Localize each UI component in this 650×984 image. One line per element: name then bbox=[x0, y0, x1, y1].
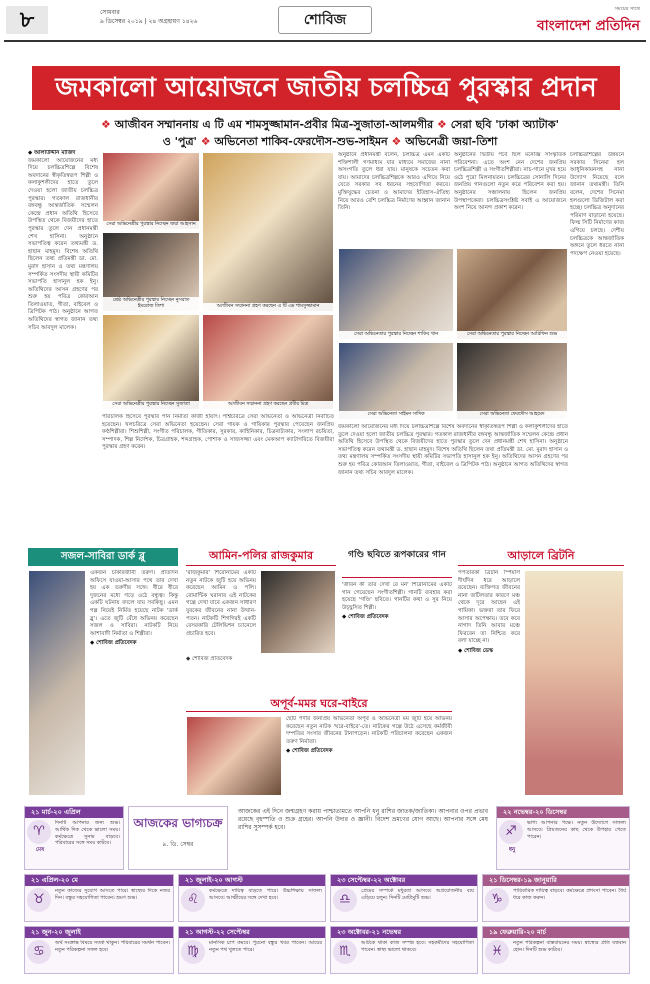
photo-caption: সেরা অভিনেতা ফেরদৌস আহমেদ bbox=[457, 411, 567, 419]
sign-range: ২১ জুন-২০ জুলাই bbox=[25, 927, 173, 938]
byline: ◆ আলাউদ্দীন মাজিদ bbox=[28, 150, 76, 156]
sign-name: ধনু bbox=[508, 847, 516, 853]
sign-range: ২২ নভেম্বর-২০ ডিসেম্বর bbox=[497, 807, 629, 818]
feature-title-2: আমিন-পলির রাজকুমার bbox=[186, 548, 336, 566]
feature-photo bbox=[186, 716, 282, 796]
horoscope-virgo bbox=[178, 926, 326, 974]
virgo-icon: ♍ bbox=[181, 940, 205, 964]
horoscope-cancer bbox=[24, 926, 174, 974]
section-title: শোবিজ bbox=[278, 6, 372, 34]
lead-column-3 bbox=[338, 152, 450, 246]
horoscope-section bbox=[24, 806, 630, 976]
sign-text: পারিবারিক দায়িত্ব বাড়বে। কর্মক্ষেত্রে প্রশংসা পাবেন। ধৈর্য ধরে কাজ করুন। bbox=[513, 888, 626, 901]
horoscope-aries bbox=[24, 806, 124, 870]
lead-column-2 bbox=[102, 414, 334, 518]
feature-text-5 bbox=[458, 570, 520, 796]
horoscope-title: আজকের ভাগ্যচক্র bbox=[133, 816, 223, 830]
horoscope-intro: আজকের এই দিনে জন্মগ্রহণ করায় পাশ্চাত্যমতে আপনি ধনু রাশির জাতক/জাতিকা। আপনার ওপর প্রভাব রয়েছে বৃহস্পতি ও শুক্র গ্রহের। আপনি উদার ও জ্ঞানী। বিদেশ ভ্রমণের যোগ আছে। আপনার সঙ্গে মেষ রাশির সুসম্পর্ক হবে। bbox=[238, 808, 488, 832]
horoscope-libra bbox=[330, 874, 478, 922]
weekday: সোমবার bbox=[100, 9, 120, 16]
sign-text: নতুন পরিকল্পনা বাস্তবায়নের সময়। স্বাস্থ্যের প্রতি যত্নবান হোন। দিনটি শুভ কাটবে। bbox=[513, 940, 626, 953]
horoscope-date: ৯. ডি. সেম্বর bbox=[162, 841, 194, 848]
libra-icon: ♎ bbox=[333, 888, 357, 912]
kicker-2: সেরা ছবি 'ঢাকা অ্যাটাক' bbox=[450, 118, 559, 131]
feature-title-1: সজল-সাবিরা ডার্ক ব্লু bbox=[28, 548, 178, 566]
award-photo bbox=[338, 248, 454, 340]
photo-caption: সেরা অভিনেতা সাইমন সাদিক bbox=[339, 411, 453, 419]
lead-text-1: জমকালো আয়োজনের মধ্য দিয়ে চলচ্চিত্রশিল্পে বিশেষ অবদানের স্বীকৃতিস্বরূপ শিল্পী ও কলাকুশলীদের হাতে তুলে দেওয়া হলো জাতীয় চলচ্চিত্র পুরস্কার। গতকাল রাজধানীর বঙ্গবন্ধু আন্তর্জাতিক সম্মেলন কেন্দ্রে প্রধান অতিথি হিসেবে উপস্থিত থেকে বিজয়ীদের হাতে পুরস্কার তুলে দেন প্রধানমন্ত্রী শেখ হাসিনা। অনুষ্ঠানে সভাপতিত্ব করেন তথ্যমন্ত্রী ড. হাছান মাহমুদ। বিশেষ অতিথি ছিলেন তথ্য প্রতিমন্ত্রী ডা. মো. মুরাদ হাসান ও তথ্য মন্ত্রণালয় সম্পর্কিত সংসদীয় স্থায়ী কমিটির সভাপতি হাসানুল হক ইনু। অতিথিদের আসন গ্রহণের পর শুরু হয় পবিত্র কোরআন তিলাওয়াত, গীতা, বাইবেল ও ত্রিপিটক পাঠ। অনুষ্ঠানে আগত অতিথিদের স্বাগত জানান তথ্য সচিব আবদুল মালেক। bbox=[28, 157, 98, 331]
sign-text: নতুন কাজের সুযোগ আসতে পারে। স্বাস্থ্যের দিকে নজর দিন। বন্ধুর সহযোগিতা পাবেন। ভ্রমণ শুভ। bbox=[55, 888, 170, 901]
feature-title-3: গণ্ডি ছবিতে রূপকারের গান bbox=[342, 548, 452, 578]
award-photo bbox=[102, 232, 200, 312]
lead-text-5: চলচ্চিত্রশিল্পের উন্নয়নে সরকার সিনেমা হল আধুনিকায়নসহ নানা উদ্যোগ নিয়েছে বলে জানান তথ্যমন্ত্রী। তিনি বলেন, দেশের সিনেমা হলগুলো ডিজিটাল করা হচ্ছে। চলচ্চিত্র অনুদানের পরিমাণ বাড়ানো হয়েছে। ফিল্ম সিটি নির্মাণের কাজ এগিয়ে চলছে। দেশীয় চলচ্চিত্রকে আন্তর্জাতিক অঙ্গনে তুলে ধরতে নানা পদক্ষেপ নেওয়া হয়েছে। bbox=[570, 152, 624, 257]
page-number: ৮ bbox=[6, 6, 48, 34]
brand-name: বাংলাদেশ প্রতিদিন bbox=[536, 18, 640, 34]
leo-icon: ♌ bbox=[181, 888, 205, 912]
sagittarius-icon: ♐ bbox=[499, 820, 523, 844]
feature-photo bbox=[524, 570, 624, 796]
sign-text: আটকে থাকা কাজ সম্পন্ন হবে। সহকর্মীদের সহযোগিতা পাবেন। স্বাস্থ্য ভালো থাকবে। bbox=[361, 940, 474, 953]
feature-title-4: অপূর্ব-মমর ঘরে-বাইরে bbox=[186, 696, 452, 712]
feature-credit: ◆ শোবিজ প্রতিবেদক bbox=[342, 614, 389, 621]
feature-photo bbox=[28, 570, 86, 796]
feature-text-4 bbox=[286, 716, 452, 796]
bullet-icon: ❖ bbox=[391, 135, 406, 148]
scorpio-icon: ♏ bbox=[333, 940, 357, 964]
lead-column-5 bbox=[570, 152, 624, 520]
photo-caption: সেরা অভিনেত্রীর পুরস্কার নিচ্ছেন সুজাতা bbox=[103, 401, 199, 409]
feature-body: ছোট পর্দার জনপ্রিয় অভিনেতা অপূর্ব ও অভিনেত্রী মম জুটি হয়ে অভিনয় করেছেন নতুন নাটক 'ঘরে-বাইরে'-তে। নাটকের গল্পে উঠে এসেছে কর্মজীবী দম্পতির সংসার জীবনের টানাপড়েন। নাটকটি পরিচালনা করেছেন একজন তরুণ নির্মাতা। bbox=[286, 716, 452, 745]
sign-range: ১৯ ফেব্রুয়ারি-২০ মার্চ bbox=[483, 927, 629, 938]
feature-credit: ◆ শোবিজ প্রতিবেদক bbox=[186, 656, 233, 662]
date-line: ৯ ডিসেম্বর ২০১৯ | ২৪ অগ্রহায়ণ ১৪২৬ bbox=[100, 18, 198, 25]
sign-text: দিনটি আপনার জন্য শুভ। আর্থিক দিক থেকে ভালো সময়। কর্মক্ষেত্রে সুনাম বাড়বে। পরিবারের সঙ্গে সময় কাটবে। bbox=[55, 820, 120, 847]
sign-range: ২১ ডিসেম্বর-১৯ জানুয়ারি bbox=[483, 875, 629, 886]
sign-text: মানসিক চাপ কমবে। পুরনো বন্ধুর খবর পাবেন। আয়ের নতুন পথ খুলতে পারে। bbox=[209, 940, 322, 953]
kicker-1: আজীবন সম্মাননায় এ টি এম শামসুজ্জামান-প্রবীর মিত্র-সুজাতা-আলমগীর bbox=[114, 118, 434, 131]
award-photo bbox=[202, 314, 334, 410]
bullet-icon: ❖ bbox=[437, 118, 451, 131]
issue-date bbox=[100, 8, 197, 26]
bullet-icon: ❖ bbox=[200, 135, 215, 148]
newspaper-logo bbox=[510, 6, 640, 36]
photo-caption: সেরা অভিনেতার পুরস্কার নিচ্ছেন আরিফিন শুভ bbox=[457, 331, 567, 339]
lead-text-6: জমকালো আয়োজনের মধ্য দিয়ে চলচ্চিত্রশিল্পে বিশেষ অবদানের স্বীকৃতিস্বরূপ শিল্পী ও কলাকুশলীদের হাতে তুলে দেওয়া হলো জাতীয় চলচ্চিত্র পুরস্কার। গতকাল রাজধানীর বঙ্গবন্ধু আন্তর্জাতিক সম্মেলন কেন্দ্রে প্রধান অতিথি হিসেবে উপস্থিত থেকে বিজয়ীদের হাতে পুরস্কার তুলে দেন প্রধানমন্ত্রী শেখ হাসিনা। অনুষ্ঠানে সভাপতিত্ব করেন তথ্যমন্ত্রী ড. হাছান মাহমুদ। বিশেষ অতিথি ছিলেন তথ্য প্রতিমন্ত্রী ডা. মো. মুরাদ হাসান ও তথ্য মন্ত্রণালয় সম্পর্কিত সংসদীয় স্থায়ী কমিটির সভাপতি হাসানুল হক ইনু। অতিথিদের আসন গ্রহণের পর শুরু হয় পবিত্র কোরআন তিলাওয়াত, গীতা, বাইবেল ও ত্রিপিটক পাঠ। অনুষ্ঠানে আগত অতিথিদের স্বাগত জানান তথ্য সচিব আবদুল মালেক। bbox=[338, 424, 568, 476]
feature-credit: ◆ শোবিজ প্রতিবেদক bbox=[90, 640, 137, 647]
feature-body: 'রাজকুমার' শিরোনামের একটি নতুন নাটকে জুটি হয়ে অভিনয় করেছেন আমিন ও পলি। রোমান্টিক ঘরানার এই নাটকের গল্পে দেখা যাবে একজন সাধারণ যুবকের জীবনের নানা উত্থান-পতন। নাটকটি শিগগিরই একটি বেসরকারি টেলিভিশন চ্যানেলে প্রচারিত হবে। bbox=[186, 570, 256, 637]
feature-title-5: আড়ালে ব্রিটনি bbox=[458, 548, 624, 566]
sign-range: ২৩ অক্টোবর-২১ নভেম্বর bbox=[331, 927, 477, 938]
award-photo bbox=[456, 248, 568, 340]
feature-section bbox=[28, 548, 624, 800]
award-photo bbox=[202, 152, 334, 312]
lead-text-3: অনুষ্ঠানে প্রধানমন্ত্রী বলেন, চলচ্চিত্র এমন একটি শক্তিশালী গণমাধ্যম যার মাধ্যমে সমাজের নানা অসংগতি তুলে ধরা যায়। মানুষকে সচেতন করা যায়। আমাদের চলচ্চিত্রশিল্পকে আরও এগিয়ে নিয়ে যেতে সরকার সব ধরনের সহযোগিতা করবে। মুক্তিযুদ্ধের চেতনা ও আমাদের ইতিহাস-ঐতিহ্য নিয়ে আরও বেশি চলচ্চিত্র নির্মাণের আহ্বান জানান তিনি। bbox=[338, 152, 450, 212]
kicker-3: ও 'পুত্র' bbox=[162, 135, 197, 148]
feature-body: একজন চাকরিজীবী তরুণ। প্রতিদিন অফিসে যাওয়া-আসার পথে তার দেখা হয় এক তরুণীর সঙ্গে। ধীরে ধীরে দুজনের মধ্যে গড়ে ওঠে বন্ধুত্ব। কিন্তু একটি ঘটনায় বদলে যায় সবকিছু। এমন গল্প নিয়েই নির্মিত হয়েছে নাটক 'ডার্ক ব্লু'। এতে জুটি বেঁধে অভিনয় করেছেন সজল ও সাবিরা। নাটকটি নিয়ে আশাবাদী নির্মাতা ও শিল্পীরা। bbox=[90, 570, 178, 637]
photo-caption: আজীবন সম্মাননা গ্রহণ করছেন এ টি এম শামসুজ্জামান bbox=[203, 303, 333, 311]
award-photo bbox=[338, 342, 454, 420]
taurus-icon: ♉ bbox=[27, 888, 51, 912]
sign-range: ২৩ সেপ্টেম্বর-২২ অক্টোবর bbox=[331, 875, 477, 886]
sign-text: অর্থ সংক্রান্ত বিষয়ে সতর্ক থাকুন। পরিবারের সমর্থন পাবেন। নতুন পরিকল্পনা সফল হবে। bbox=[55, 940, 170, 953]
lead-text-4: অনুষ্ঠানের দ্বিতীয় পর্বে ছিল মনোজ্ঞ সাংস্কৃতিক পরিবেশনা। এতে অংশ নেন দেশের জনপ্রিয় চলচ্চিত্রশিল্পী ও সংগীতশিল্পীরা। নাচ-গানে মুখর হয়ে ওঠে পুরো মিলনায়তন। চলচ্চিত্রের সোনালি দিনের জনপ্রিয় গানগুলো নতুন করে পরিবেশন করা হয়। অনুষ্ঠানের সঞ্চালনায় ছিলেন জনপ্রিয় উপস্থাপকেরা। চলচ্চিত্রসংশ্লিষ্ট সবাই এ আয়োজনে অংশ নিয়ে আনন্দ প্রকাশ করেন। bbox=[454, 152, 566, 212]
feature-credit: ◆ শোবিজ ডেস্ক bbox=[458, 647, 493, 654]
photo-caption: সেরা অভিনেত্রীর পুরস্কার নিচ্ছেন জয়া আহসান bbox=[103, 221, 199, 229]
brand-tagline: সময়ের সাথে bbox=[614, 6, 640, 12]
lead-headline: জমকালো আয়োজনে জাতীয় চলচ্চিত্র পুরস্কার প্রদান bbox=[32, 66, 620, 110]
horoscope-sagittarius bbox=[496, 806, 630, 870]
feature-body: পপতারকা ব্রিটনি স্পিয়ার্স দীর্ঘদিন ধরে আড়ালে রয়েছেন। ব্যক্তিগত জীবনের নানা জটিলতার কারণে মঞ্চ থেকে দূরে আছেন এই গায়িকা। ভক্তরা তার ফিরে আসার অপেক্ষায়। তবে কবে নাগাদ তিনি আবার মঞ্চে ফিরবেন তা নিশ্চিত করে বলা যাচ্ছে না। bbox=[458, 570, 520, 645]
photo-caption: আজীবন সম্মাননা গ্রহণ করছেন প্রবীর মিত্র bbox=[203, 401, 333, 409]
horoscope-scorpio bbox=[330, 926, 478, 974]
horoscope-pisces bbox=[482, 926, 630, 974]
sign-range: ২১ মার্চ-২০ এপ্রিল bbox=[25, 807, 123, 818]
sign-text: ভাগ্য আপনার পক্ষে। নতুন উদ্যোগে সাফল্য আসবে। প্রিয়জনের কাছ থেকে উপহার পেতে পারেন। bbox=[527, 820, 626, 840]
photo-caption: শ্রেষ্ঠ অভিনেত্রীর পুরস্কার নিচ্ছেন নুসরাত ইমরোজ তিশা bbox=[103, 297, 199, 311]
sign-range: ২১ জুলাই-২০ আগস্ট bbox=[179, 875, 325, 886]
feature-credit: ◆ শোবিজ প্রতিবেদক bbox=[286, 748, 333, 755]
feature-photo bbox=[260, 570, 336, 654]
feature-text-3 bbox=[342, 582, 452, 692]
header-divider bbox=[4, 40, 646, 42]
horoscope-taurus bbox=[24, 874, 174, 922]
feature-text-2b bbox=[186, 656, 336, 692]
sign-range: ২১ এপ্রিল-২০ মে bbox=[25, 875, 173, 886]
lead-story bbox=[28, 150, 624, 520]
lead-kickers bbox=[60, 116, 600, 150]
sign-range: ২১ আগস্ট-২২ সেপ্টেম্বর bbox=[179, 927, 325, 938]
kicker-5: অভিনেত্রী জয়া-তিশা bbox=[405, 135, 498, 148]
sign-name: মেষ bbox=[35, 847, 45, 853]
sign-text: প্রেমের সম্পর্কে মধুরতা আসবে। অপ্রয়োজনীয় ব্যয় এড়িয়ে চলুন। দিনটি মোটামুটি শুভ। bbox=[361, 888, 474, 901]
horoscope-leo bbox=[178, 874, 326, 922]
bullet-icon: ❖ bbox=[101, 118, 115, 131]
kicker-4: অভিনেতা শাকিব-ফেরদৌস-শুভ-সাইমন bbox=[214, 135, 388, 148]
capricorn-icon: ♑ bbox=[485, 888, 509, 912]
feature-text-1 bbox=[90, 570, 178, 796]
award-photo bbox=[456, 342, 568, 420]
award-photo bbox=[102, 314, 200, 410]
photo-caption: সেরা অভিনেতার পুরস্কার নিচ্ছেন শাকিব খান bbox=[339, 331, 453, 339]
feature-body: 'জীবন কী তার দেখা রে মন' শিরোনামের একটি গান গেয়েছেন সংগীতশিল্পী। গানটি ব্যবহার করা হয়েছে 'গণ্ডি' ছবিতে। গানটির কথা ও সুর নিয়ে উচ্ছ্বসিত শিল্পী। bbox=[342, 582, 452, 611]
lead-column-6 bbox=[338, 424, 568, 518]
lead-text-2: পরিচালক হিসেবে পুরস্কার পান নির্মাতা কাজী হায়াৎ। পার্শ্বচরিত্রে সেরা অভিনেতা ও অভিনেত্রী নির্বাচিত হয়েছেন। খলচরিত্রে সেরা অভিনেতা হয়েছেন। সেরা গায়ক ও গায়িকার পুরস্কার পেয়েছেন জনপ্রিয় কণ্ঠশিল্পীরা। শিশুশিল্পী, সংগীত পরিচালক, গীতিকার, সুরকার, কাহিনিকার, চিত্রনাট্যকার, সংলাপ রচয়িতা, সম্পাদক, শিল্প নির্দেশক, চিত্রগ্রাহক, শব্দগ্রাহক, পোশাক ও সাজসজ্জা এবং মেকআপ ক্যাটাগরিতে বিজয়ীরা পুরস্কার গ্রহণ করেন। bbox=[102, 414, 334, 451]
feature-text-2 bbox=[186, 570, 256, 654]
award-photo bbox=[102, 152, 200, 230]
cancer-icon: ♋ bbox=[27, 940, 51, 964]
lead-column-1 bbox=[28, 150, 98, 518]
pisces-icon: ♓ bbox=[485, 940, 509, 964]
page-header bbox=[0, 0, 650, 48]
lead-column-4 bbox=[454, 152, 566, 246]
horoscope-capricorn bbox=[482, 874, 630, 922]
sign-text: কর্মক্ষেত্রে দায়িত্ব বাড়তে পারে। উচ্চশিক্ষায় সাফল্য আসবে। আত্মীয়ের সঙ্গে দেখা হবে। bbox=[209, 888, 322, 901]
horoscope-title-box bbox=[128, 806, 228, 870]
aries-icon: ♈ bbox=[27, 820, 51, 844]
